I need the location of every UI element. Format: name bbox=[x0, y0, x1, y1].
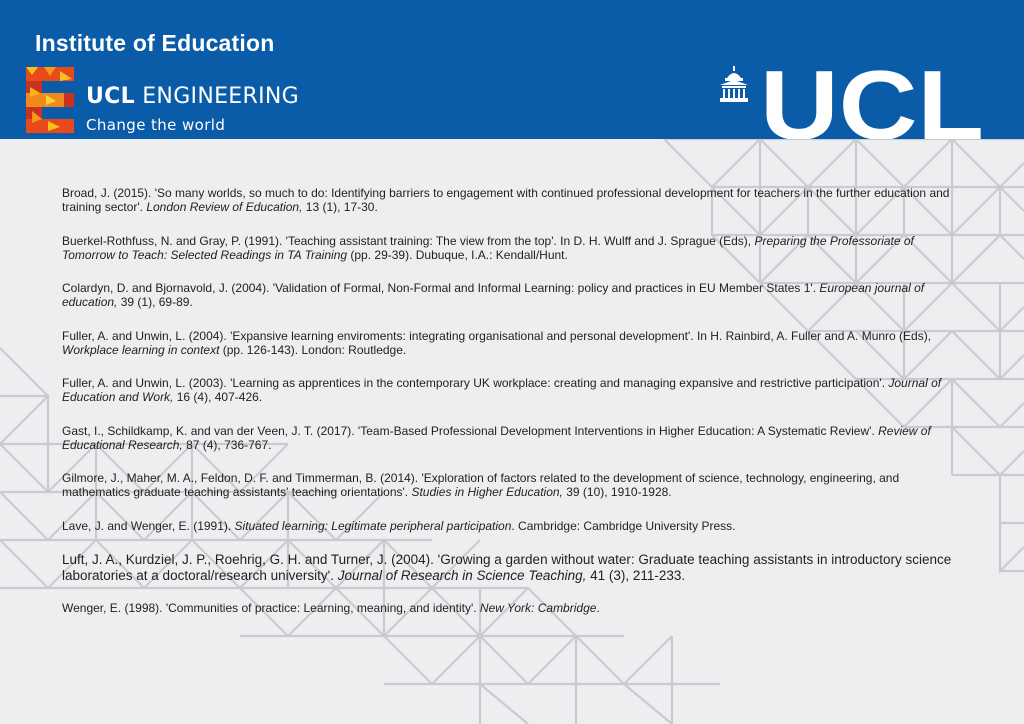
reference-item bbox=[62, 186, 962, 214]
ref-source: Preparing the Professoriate of Tomorrow to Teach: Selected Readings in TA Training bbox=[62, 233, 914, 262]
ref-details: . bbox=[596, 601, 600, 615]
ref-source: Journal of Research in Science Teaching, bbox=[337, 567, 587, 583]
ref-text: Broad, J. (2015). 'So many worlds, so much to do: Identifying barriers to engagement with continued professional development for teachers in the further education and training sector'. bbox=[62, 186, 950, 214]
ref-source: London Review of Education, bbox=[146, 200, 303, 214]
reference-item bbox=[62, 376, 962, 404]
header-banner bbox=[0, 0, 1024, 139]
ref-details: (pp. 126-143). London: Routledge. bbox=[219, 342, 407, 357]
ref-text: Lave, J. and Wenger, E. (1991). bbox=[62, 518, 235, 533]
reference-list bbox=[62, 186, 962, 635]
ref-text: Colardyn, D. and Bjornavold, J. (2004). 'Validation of Formal, Non-Formal and Informal Learning: policy and practices in EU Member States 1'. bbox=[62, 281, 820, 295]
ref-text: Buerkel-Rothfuss, N. and Gray, P. (1991). 'Teaching assistant training: The view from the top'. In D. H. Wulff and J. Sprague (Eds), bbox=[62, 233, 755, 248]
ref-details: (pp. 29-39). Dubuque, I.A.: Kendall/Hunt. bbox=[347, 247, 568, 262]
engineering-tagline: Change the world bbox=[86, 116, 226, 134]
brand-ucl: UCL bbox=[86, 84, 135, 109]
ref-source: European journal of education, bbox=[62, 281, 925, 309]
ucl-portico-icon bbox=[718, 66, 750, 102]
ucl-wordmark bbox=[760, 70, 984, 139]
ucl-engineering-logo-icon bbox=[26, 67, 74, 133]
ucl-wordmark-text: UCL bbox=[760, 70, 984, 139]
ref-details: 39 (1), 69-89. bbox=[117, 295, 193, 309]
reference-item bbox=[62, 281, 962, 309]
brand-engineering: ENGINEERING bbox=[134, 84, 299, 109]
ref-text: Gilmore, J., Maher, M. A., Feldon, D. F. and Timmerman, B. (2014). 'Exploration of factors related to the development of science, technology, engineering, and mathematics graduate teaching assistants' teaching orientations'. bbox=[62, 471, 900, 499]
ref-details: 87 (4), 736-767. bbox=[182, 437, 272, 452]
ref-text: Fuller, A. and Unwin, L. (2004). 'Expansive learning enviroments: integrating organisational and personal development'. In H. Rainbird, A. Fuller and A. Munro (Eds), bbox=[62, 328, 932, 343]
ref-source: New York: Cambridge bbox=[479, 601, 597, 615]
ref-text: Fuller, A. and Unwin, L. (2003). 'Learning as apprentices in the contemporary UK workplace: creating and managing expansive and restrictive participation'. bbox=[62, 376, 889, 390]
ref-source: Review of Educational Research, bbox=[62, 423, 931, 452]
ref-details: 39 (10), 1910-1928. bbox=[562, 485, 672, 499]
institute-title: Institute of Education bbox=[35, 30, 275, 56]
reference-item bbox=[62, 519, 962, 533]
ref-text: Luft, J. A., Kurdziel, J. P., Roehrig, G. H. and Turner, J. (2004). 'Growing a garden without water: Graduate teaching assistants in introductory science laboratories at a doctoral/research university'. bbox=[62, 552, 952, 583]
engineering-brand bbox=[86, 84, 299, 110]
ref-details: 16 (4), 407-426. bbox=[173, 390, 263, 404]
reference-item bbox=[62, 552, 962, 583]
ref-text: Wenger, E. (1998). 'Communities of practice: Learning, meaning, and identity'. bbox=[62, 601, 480, 615]
ref-source: Studies in Higher Education, bbox=[411, 485, 563, 499]
ref-details: 13 (1), 17-30. bbox=[302, 200, 378, 214]
ref-source: Journal of Education and Work, bbox=[62, 376, 942, 404]
ref-details: . Cambridge: Cambridge University Press. bbox=[511, 518, 736, 533]
reference-item bbox=[62, 424, 962, 452]
ref-source: Situated learning: Legitimate peripheral participation bbox=[234, 518, 512, 533]
ref-source: Workplace learning in context bbox=[62, 342, 220, 357]
reference-item bbox=[62, 601, 962, 615]
reference-item bbox=[62, 329, 962, 357]
ref-details: 41 (3), 211-233. bbox=[586, 567, 686, 583]
ref-text: Gast, I., Schildkamp, K. and van der Veen, J. T. (2017). 'Team-Based Professional Development Interventions in Higher Education: A Systematic Review'. bbox=[62, 423, 879, 438]
reference-item bbox=[62, 234, 962, 262]
reference-item bbox=[62, 471, 962, 499]
